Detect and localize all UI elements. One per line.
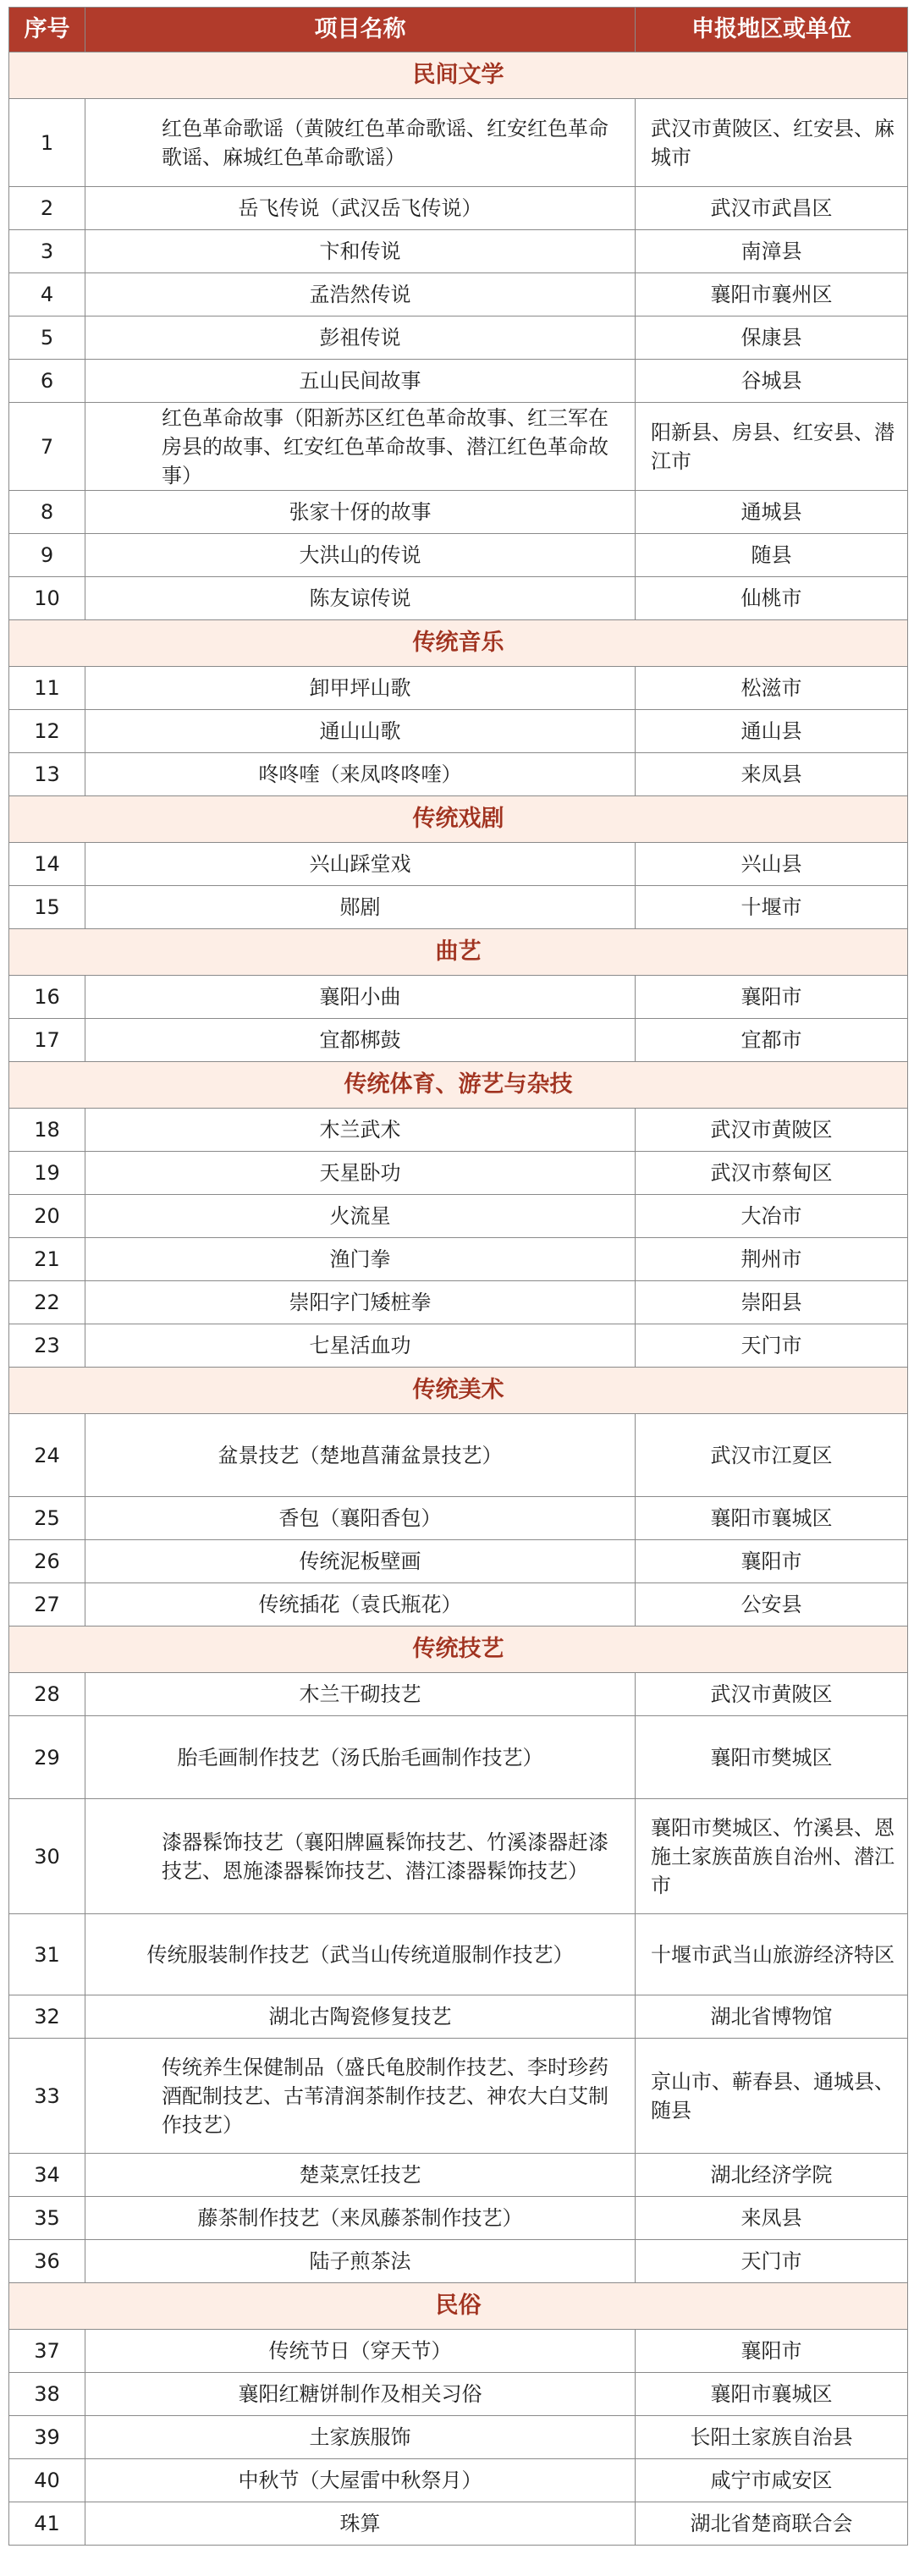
category-label: 民俗: [9, 2283, 908, 2330]
table-row: [9, 99, 908, 187]
cell-name: 红色革命故事（阳新苏区红色革命故事、红三军在房县的故事、红安红色革命故事、潜江红色革命故事）: [85, 403, 636, 491]
cell-name: 木兰干砌技艺: [85, 1673, 636, 1716]
cell-name: 通山山歌: [85, 710, 636, 753]
category-row: [9, 1062, 908, 1109]
category-row: [9, 2283, 908, 2330]
cell-unit: 咸宁市咸安区: [636, 2459, 908, 2502]
cell-name: 漆器髹饰技艺（襄阳牌匾髹饰技艺、竹溪漆器赶漆技艺、恩施漆器髹饰技艺、潜江漆器髹饰技艺）: [85, 1799, 636, 1914]
table-row: [9, 2416, 908, 2459]
cell-no: 4: [9, 273, 85, 316]
table-row: [9, 753, 908, 796]
cell-name: 咚咚喹（来凤咚咚喹）: [85, 753, 636, 796]
cell-unit: 湖北省楚商联合会: [636, 2502, 908, 2546]
cell-unit: 天门市: [636, 2240, 908, 2283]
cell-unit: 湖北省博物馆: [636, 1995, 908, 2039]
header-no: 序号: [9, 8, 85, 52]
cell-name: 藤茶制作技艺（来凤藤茶制作技艺）: [85, 2197, 636, 2240]
cell-name: 卸甲坪山歌: [85, 667, 636, 710]
header-unit: 申报地区或单位: [636, 8, 908, 52]
cell-name: 张家十伢的故事: [85, 491, 636, 534]
cell-name: 陆子煎茶法: [85, 2240, 636, 2283]
table-row: [9, 187, 908, 230]
cell-no: 2: [9, 187, 85, 230]
cell-no: 26: [9, 1540, 85, 1583]
cell-unit: 天门市: [636, 1324, 908, 1368]
table-row: [9, 1497, 908, 1540]
cell-name: 襄阳红糖饼制作及相关习俗: [85, 2373, 636, 2416]
cell-no: 27: [9, 1583, 85, 1627]
cell-no: 30: [9, 1799, 85, 1914]
cell-unit: 阳新县、房县、红安县、潜江市: [636, 403, 908, 491]
category-row: [9, 796, 908, 843]
cell-no: 23: [9, 1324, 85, 1368]
table-body: [9, 52, 908, 2546]
cell-unit: 通城县: [636, 491, 908, 534]
cell-no: 28: [9, 1673, 85, 1716]
cell-unit: 襄阳市樊城区、竹溪县、恩施土家族苗族自治州、潜江市: [636, 1799, 908, 1914]
category-row: [9, 1627, 908, 1673]
cell-name: 木兰武术: [85, 1109, 636, 1152]
cell-no: 22: [9, 1281, 85, 1324]
cell-no: 5: [9, 316, 85, 360]
cell-unit: 南漳县: [636, 230, 908, 273]
cell-unit: 仙桃市: [636, 577, 908, 620]
category-label: 传统技艺: [9, 1627, 908, 1673]
table-row: [9, 403, 908, 491]
table-row: [9, 2197, 908, 2240]
cell-unit: 松滋市: [636, 667, 908, 710]
cell-name: 岳飞传说（武汉岳飞传说）: [85, 187, 636, 230]
heritage-table-container: [8, 7, 907, 2546]
cell-no: 3: [9, 230, 85, 273]
cell-name: 陈友谅传说: [85, 577, 636, 620]
cell-no: 18: [9, 1109, 85, 1152]
cell-no: 20: [9, 1195, 85, 1238]
cell-unit: 长阳土家族自治县: [636, 2416, 908, 2459]
cell-unit: 大冶市: [636, 1195, 908, 1238]
table-row: [9, 1583, 908, 1627]
cell-no: 7: [9, 403, 85, 491]
cell-unit: 兴山县: [636, 843, 908, 886]
cell-unit: 十堰市武当山旅游经济特区: [636, 1914, 908, 1995]
table-row: [9, 316, 908, 360]
cell-no: 33: [9, 2039, 85, 2154]
cell-no: 35: [9, 2197, 85, 2240]
cell-name: 大洪山的传说: [85, 534, 636, 577]
cell-unit: 宜都市: [636, 1019, 908, 1062]
heritage-table: [8, 7, 908, 2546]
cell-name: 孟浩然传说: [85, 273, 636, 316]
category-label: 传统体育、游艺与杂技: [9, 1062, 908, 1109]
cell-unit: 荆州市: [636, 1238, 908, 1281]
table-row: [9, 1414, 908, 1497]
category-label: 传统音乐: [9, 620, 908, 667]
cell-no: 32: [9, 1995, 85, 2039]
cell-unit: 武汉市武昌区: [636, 187, 908, 230]
cell-name: 中秋节（大屋雷中秋祭月）: [85, 2459, 636, 2502]
table-row: [9, 1995, 908, 2039]
table-row: [9, 1195, 908, 1238]
cell-unit: 襄阳市: [636, 2330, 908, 2373]
cell-no: 39: [9, 2416, 85, 2459]
cell-unit: 来凤县: [636, 2197, 908, 2240]
cell-name: 传统养生保健制品（盛氏龟胶制作技艺、李时珍药酒配制技艺、古苇清润茶制作技艺、神农大白艾制作技艺）: [85, 2039, 636, 2154]
cell-name: 传统服装制作技艺（武当山传统道服制作技艺）: [85, 1914, 636, 1995]
table-row: [9, 1019, 908, 1062]
cell-name: 湖北古陶瓷修复技艺: [85, 1995, 636, 2039]
cell-unit: 武汉市黄陂区: [636, 1109, 908, 1152]
table-row: [9, 2330, 908, 2373]
cell-no: 41: [9, 2502, 85, 2546]
cell-name: 传统节日（穿天节）: [85, 2330, 636, 2373]
cell-unit: 崇阳县: [636, 1281, 908, 1324]
cell-name: 传统泥板壁画: [85, 1540, 636, 1583]
cell-name: 七星活血功: [85, 1324, 636, 1368]
cell-name: 传统插花（袁氏瓶花）: [85, 1583, 636, 1627]
cell-name: 渔门拳: [85, 1238, 636, 1281]
cell-unit: 襄阳市襄城区: [636, 2373, 908, 2416]
table-row: [9, 2039, 908, 2154]
cell-unit: 十堰市: [636, 886, 908, 929]
cell-no: 6: [9, 360, 85, 403]
cell-no: 8: [9, 491, 85, 534]
cell-no: 10: [9, 577, 85, 620]
cell-unit: 京山市、蕲春县、通城县、随县: [636, 2039, 908, 2154]
cell-no: 9: [9, 534, 85, 577]
table-row: [9, 491, 908, 534]
cell-no: 40: [9, 2459, 85, 2502]
category-row: [9, 1368, 908, 1414]
table-row: [9, 2373, 908, 2416]
table-row: [9, 230, 908, 273]
category-label: 传统戏剧: [9, 796, 908, 843]
cell-unit: 武汉市黄陂区、红安县、麻城市: [636, 99, 908, 187]
cell-unit: 武汉市黄陂区: [636, 1673, 908, 1716]
category-row: [9, 929, 908, 976]
cell-no: 38: [9, 2373, 85, 2416]
cell-no: 1: [9, 99, 85, 187]
cell-no: 16: [9, 976, 85, 1019]
cell-name: 珠算: [85, 2502, 636, 2546]
table-row: [9, 2502, 908, 2546]
cell-name: 卞和传说: [85, 230, 636, 273]
cell-name: 楚菜烹饪技艺: [85, 2154, 636, 2197]
cell-no: 37: [9, 2330, 85, 2373]
cell-name: 彭祖传说: [85, 316, 636, 360]
table-row: [9, 1109, 908, 1152]
cell-unit: 公安县: [636, 1583, 908, 1627]
cell-name: 崇阳字门矮桩拳: [85, 1281, 636, 1324]
table-row: [9, 1238, 908, 1281]
category-label: 曲艺: [9, 929, 908, 976]
table-row: [9, 1673, 908, 1716]
cell-unit: 襄阳市襄城区: [636, 1497, 908, 1540]
cell-unit: 襄阳市襄州区: [636, 273, 908, 316]
cell-no: 34: [9, 2154, 85, 2197]
category-label: 民间文学: [9, 52, 908, 99]
cell-name: 兴山踩堂戏: [85, 843, 636, 886]
cell-unit: 随县: [636, 534, 908, 577]
cell-unit: 武汉市蔡甸区: [636, 1152, 908, 1195]
cell-unit: 襄阳市: [636, 1540, 908, 1583]
cell-name: 香包（襄阳香包）: [85, 1497, 636, 1540]
cell-name: 郧剧: [85, 886, 636, 929]
cell-no: 11: [9, 667, 85, 710]
cell-no: 31: [9, 1914, 85, 1995]
cell-name: 红色革命歌谣（黄陂红色革命歌谣、红安红色革命歌谣、麻城红色革命歌谣）: [85, 99, 636, 187]
cell-unit: 谷城县: [636, 360, 908, 403]
table-row: [9, 534, 908, 577]
cell-no: 19: [9, 1152, 85, 1195]
table-row: [9, 667, 908, 710]
cell-name: 五山民间故事: [85, 360, 636, 403]
category-row: [9, 620, 908, 667]
table-row: [9, 2459, 908, 2502]
cell-no: 36: [9, 2240, 85, 2283]
cell-no: 13: [9, 753, 85, 796]
cell-no: 21: [9, 1238, 85, 1281]
table-row: [9, 273, 908, 316]
cell-no: 14: [9, 843, 85, 886]
cell-unit: 保康县: [636, 316, 908, 360]
table-row: [9, 1716, 908, 1799]
table-row: [9, 360, 908, 403]
cell-name: 土家族服饰: [85, 2416, 636, 2459]
cell-name: 宜都梆鼓: [85, 1019, 636, 1062]
cell-no: 17: [9, 1019, 85, 1062]
cell-name: 襄阳小曲: [85, 976, 636, 1019]
table-row: [9, 1324, 908, 1368]
cell-unit: 来凤县: [636, 753, 908, 796]
table-row: [9, 1914, 908, 1995]
table-row: [9, 1540, 908, 1583]
cell-unit: 通山县: [636, 710, 908, 753]
cell-no: 15: [9, 886, 85, 929]
table-row: [9, 1799, 908, 1914]
table-header-row: [9, 8, 908, 52]
cell-name: 盆景技艺（楚地菖蒲盆景技艺）: [85, 1414, 636, 1497]
table-row: [9, 2154, 908, 2197]
cell-name: 天星卧功: [85, 1152, 636, 1195]
cell-no: 12: [9, 710, 85, 753]
cell-no: 24: [9, 1414, 85, 1497]
cell-unit: 武汉市江夏区: [636, 1414, 908, 1497]
cell-no: 25: [9, 1497, 85, 1540]
table-row: [9, 577, 908, 620]
cell-name: 胎毛画制作技艺（汤氏胎毛画制作技艺）: [85, 1716, 636, 1799]
table-row: [9, 710, 908, 753]
cell-name: 火流星: [85, 1195, 636, 1238]
cell-unit: 襄阳市樊城区: [636, 1716, 908, 1799]
table-row: [9, 1152, 908, 1195]
category-row: [9, 52, 908, 99]
cell-no: 29: [9, 1716, 85, 1799]
header-name: 项目名称: [85, 8, 636, 52]
table-row: [9, 886, 908, 929]
table-row: [9, 2240, 908, 2283]
table-row: [9, 976, 908, 1019]
cell-unit: 襄阳市: [636, 976, 908, 1019]
cell-unit: 湖北经济学院: [636, 2154, 908, 2197]
category-label: 传统美术: [9, 1368, 908, 1414]
table-row: [9, 1281, 908, 1324]
table-row: [9, 843, 908, 886]
